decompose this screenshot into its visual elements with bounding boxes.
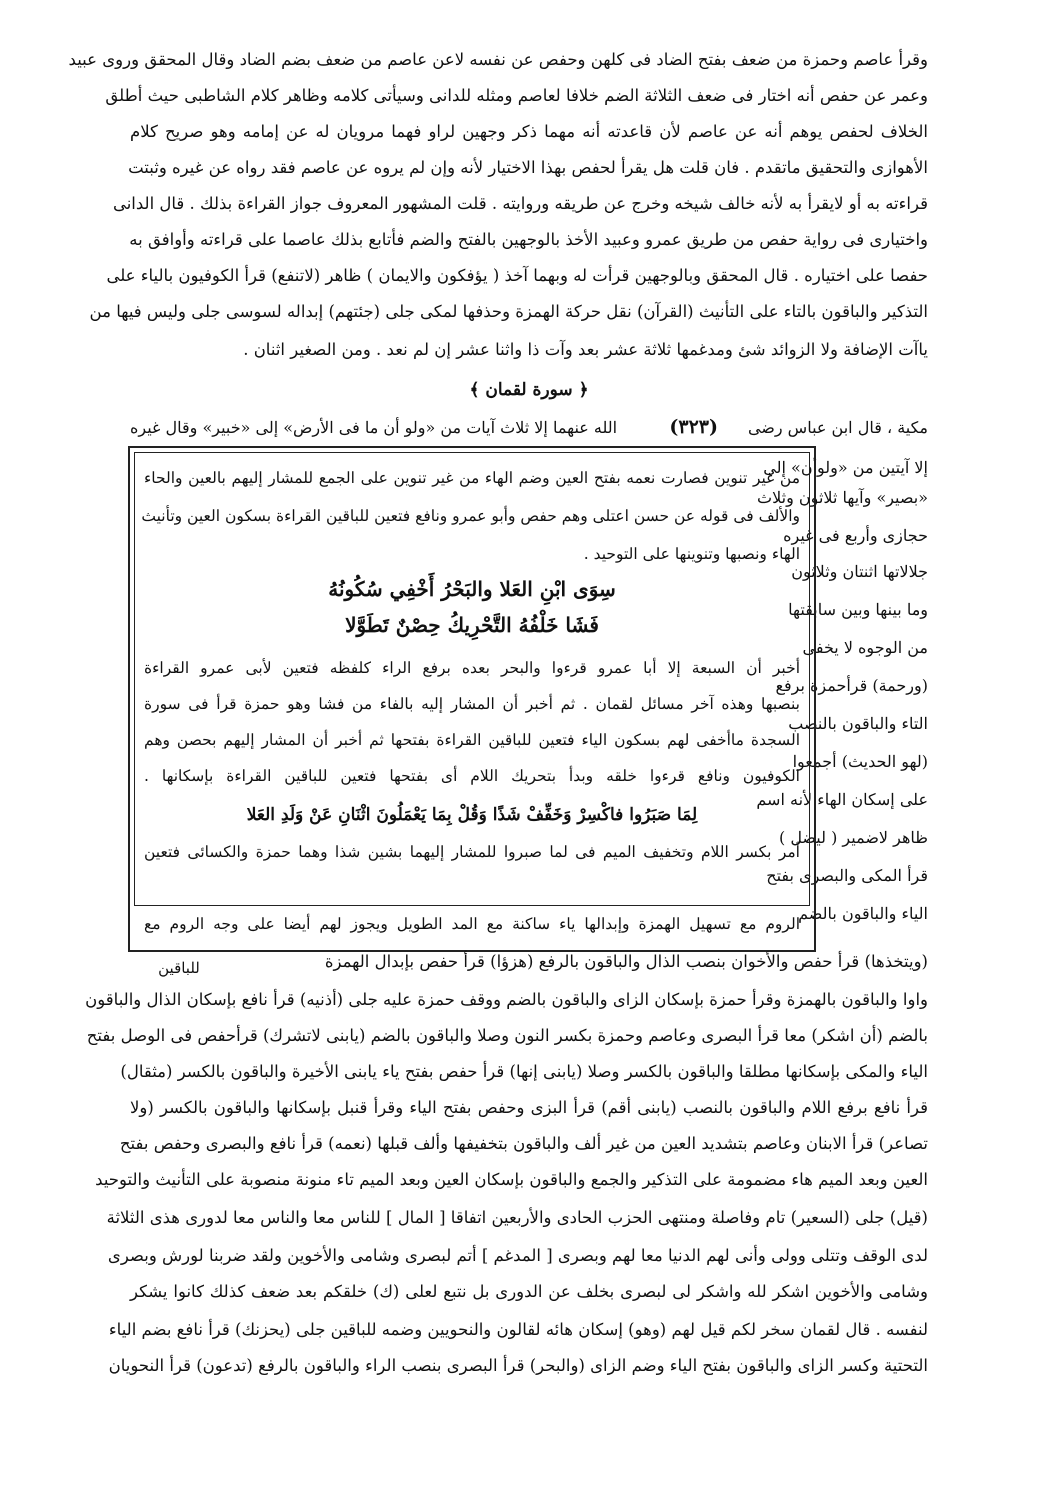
box-line: الكوفيون ونافع قرءوا خلقه وبدأ بتحريك اللام أى بفتحها فتعين للباقين القراءة بإسكانها . <box>144 767 800 785</box>
text-line: تصاعر) قرأ الابنان وعاصم بتشديد العين من غير ألف والباقون بتخفيفها وألف قبلها (نعمه) قرأ نافع والبصرى وحفص بفتح <box>119 1134 928 1153</box>
text-line: التحتية وكسر الزاى والباقون بفتح الياء وضم الزاى (والبحر) قرأ البصرى بنصب الراء والباقون بالرفع (تدعون) قرأ النحويان <box>108 1356 928 1375</box>
side-line: (لهو الحديث) أجمعوا <box>792 752 928 771</box>
poem-verse: فَشَا خَلْفُهُ التَّحْرِيكُ حِصْنٌ تَطَوَّلا <box>345 613 599 637</box>
text-line: حفصا على اختياره . قال المحقق وبالوجهين قرأت له وبهما آخذ ( يؤفكون والايمان ) ظاهر (لاتنفع) قرأ الكوفيون بالياء على <box>106 266 928 285</box>
text-line: التذكير والباقون بالتاء على التأنيث (القرآن) نقل حركة الهمزة وحذفها لمكى جلى (جئتهم) إبداله لسوسى جلى وليس فيها من <box>89 302 928 321</box>
text-line: (قيل) جلى (السعير) تام وفاصلة ومنتهى الحزب الحادى والأربعين اتفاقا [ المال ] للناس معا والناس معا لدورى هذى الثلاثة <box>106 1208 928 1227</box>
side-line: حجازى وأربع فى غيره <box>783 526 928 545</box>
text-line: (ويتخذها) قرأ حفص والأخوان بنصب الذال والباقون بالرفع (هزؤا) قرأ حفص بإبدال الهمزة <box>324 952 928 971</box>
text-line: الأهوازى والتحقيق ماتقدم . فان قلت هل يقرأ لحفص بهذا الاختيار لأنه وإن لم يروه عن عاصم فقد رواه عن غيره وثبتت <box>128 158 928 177</box>
poem-verse: سِوَى ابْنِ العَلا والبَحْرُ أَخْفِي سُكُونُهُ <box>328 577 616 601</box>
side-line: قرأ المكى والبصرى بفتح <box>766 866 928 885</box>
box-line: بنصبها وهذه آخر مسائل لقمان . ثم أخبر أن المشار إليه بالفاء من فشا وهو حمزة قرأ فى سورة <box>144 695 800 713</box>
header-right-text: مكية ، قال ابن عباس رضى <box>747 418 928 437</box>
box-line: من غير تنوين فصارت نعمه بفتح العين وضم الهاء من غير تنوين على الجمع للمشار إليهم بالعين والحاء <box>144 469 800 487</box>
text-line: لدى الوقف وتتلى وولى وأنى لهم الدنيا معا لهم وبصرى [ المدغم ] أتم لبصرى وشامى والأخوين ولقد ضربنا لورش وبصرى <box>107 1246 928 1265</box>
box-line: السجدة ماأخفى لهم بسكون الياء فتعين للباقين القراءة بفتحها ثم أخبر أن المشار إليهم بحصن وهم <box>144 731 800 749</box>
text-line: الياء والمكى بإسكانها مطلقا والباقون بالكسر وصلا (يابنى إنها) قرأ حفص بفتح ياء يابنى الأخيرة والباقون بالكسر (مثقال) <box>120 1062 928 1081</box>
text-line: العين وبعد الميم هاء مضمومة على التذكير والجمع والباقون بإسكان العين وبعد الميم تاء منونة منصوبة على التأنيث والتوحيد <box>95 1170 928 1189</box>
side-line: الياء والباقون بالضم <box>798 904 928 923</box>
side-line: جلالاتها اثنتان وثلاثون <box>791 562 928 581</box>
text-line: وعمر عن حفص أنه اختار فى ضعف الثلاثة الضم خلافا لعاصم ومثله للدانى وسيأتى كلامه وظاهر كلام الشاطبى حيث أطلق <box>105 86 928 105</box>
text-line: وشامى والأخوين اشكر لله واشكر لى لبصرى بخلف عن الدورى بل نتبع لعلى (ك) خلقكم بعد ضعف كذلك كانوا يشكر <box>130 1282 928 1301</box>
side-line: على إسكان الهاء لأنه اسم <box>756 790 928 809</box>
side-line: من الوجوه لا يخفى <box>802 638 928 657</box>
text-line: واوا والباقون بالهمزة وقرأ حمزة بإسكان الزاى والباقون بالضم ووقف حمزة عليه جلى (أذنيه) قرأ نافع بإسكان الذال والباقون <box>85 990 928 1009</box>
box-bottom-line: الروم مع تسهيل الهمزة وإبدالها ياء ساكنة مع المد الطويل ويجوز لهم أيضا على وجه الروم مع <box>144 915 800 933</box>
box-line: أخبر أن السبعة إلا أبا عمرو قرءوا والبحر بعده برفع الراء كلفظه فتعين لأبى عمرو القراءة <box>144 659 800 677</box>
box-line: والألف فى قوله عن حسن اعتلى وهم حفص وأبو عمرو ونافع فتعين للباقين القراءة بسكون العين وتأنيث <box>141 507 800 525</box>
side-line: (ورحمة) قرأحمزة برفع <box>775 676 928 695</box>
text-line: قراءته به أو لايقرأ به لأنه خالف شيخه وخرج عن طريقه وروايته . قلت المشهور المعروف جواز القراءة بذلك . قال الدانى <box>112 194 928 213</box>
poem-verse: لِمَا صَبَرُوا فاكْسِرْ وَخَفِّفْ شَذًا وَقُلْ بِمَا يَعْمَلُونَ اثْنَانِ عَنْ وَلَدِ العَلا <box>246 805 698 825</box>
header-left-text: الله عنهما إلا ثلاث آيات من «ولو أن ما فى الأرض» إلى «خبير» وقال غيره <box>130 418 618 437</box>
surah-title: ﴿ سورة لقمان ﴾ <box>469 380 589 400</box>
text-line: قرأ نافع برفع اللام والباقون بالنصب (يابنى أقم) قرأ البزى وحفص بفتح الياء وقرأ قنبل بإسكانها والباقون بالكسر (ولا <box>130 1098 928 1117</box>
box-line: الهاء ونصبها وتنوينها على التوحيد . <box>583 545 800 563</box>
page-number: (٣٢٣) <box>669 416 718 438</box>
text-line: الخلاف لحفص يوهم أنه عن عاصم لأن قاعدته أنه مهما ذكر وجهين لراو فهما مرويان له عن إمامه وهو صريح كلام <box>130 122 928 141</box>
text-line: ياآت الإضافة ولا الزوائد شئ ومدغمها ثلاثة عشر بعد وآت ذا واثنا عشر إن لم نعد . ومن الصغير اثنان . <box>243 340 928 359</box>
box-line: أمر بكسر اللام وتخفيف الميم فى لما صبروا للمشار إليهما بشين شذا وهما حمزة والكسائى فتعين <box>144 843 800 861</box>
text-line: وقرأ عاصم وحمزة من ضعف بفتح الضاد فى كلهن وحفص عن نفسه لاعن عاصم من ضعف بضم الضاد وقال المحقق وروى عبيد <box>68 50 928 69</box>
side-line: وما بينها وبين سابقتها <box>788 600 928 619</box>
margin-word: للباقين <box>158 959 200 977</box>
side-line: ظاهر لاضمير ( ليضل ) <box>778 828 928 847</box>
text-line: بالضم (أن اشكر) معا قرأ البصرى وعاصم وحمزة بكسر النون وصلا والباقون بالضم (يابنى لاتشرك) قرأحفص فى الوصل بفتح <box>86 1026 928 1045</box>
side-line: التاء والباقون بالنصب <box>788 714 928 733</box>
text-line: لنفسه . قال لقمان سخر لكم قيل لهم (وهو) إسكان هائه لقالون والنحويين وضمه للباقين جلى (يحزنك) قرأ نافع بضم الياء <box>108 1320 928 1339</box>
surah-header <box>130 418 928 444</box>
side-line: إلا آيتين من «ولوأن» إلى <box>763 458 928 477</box>
side-line: «بصير» وآيها ثلاثون وثلاث <box>757 488 928 507</box>
text-line: واختيارى فى رواية حفص من طريق عمرو وعبيد الأخذ بالوجهين بالفتح والضم فأتابع بذلك عاصما على قراءته وأوافق به <box>129 230 928 249</box>
